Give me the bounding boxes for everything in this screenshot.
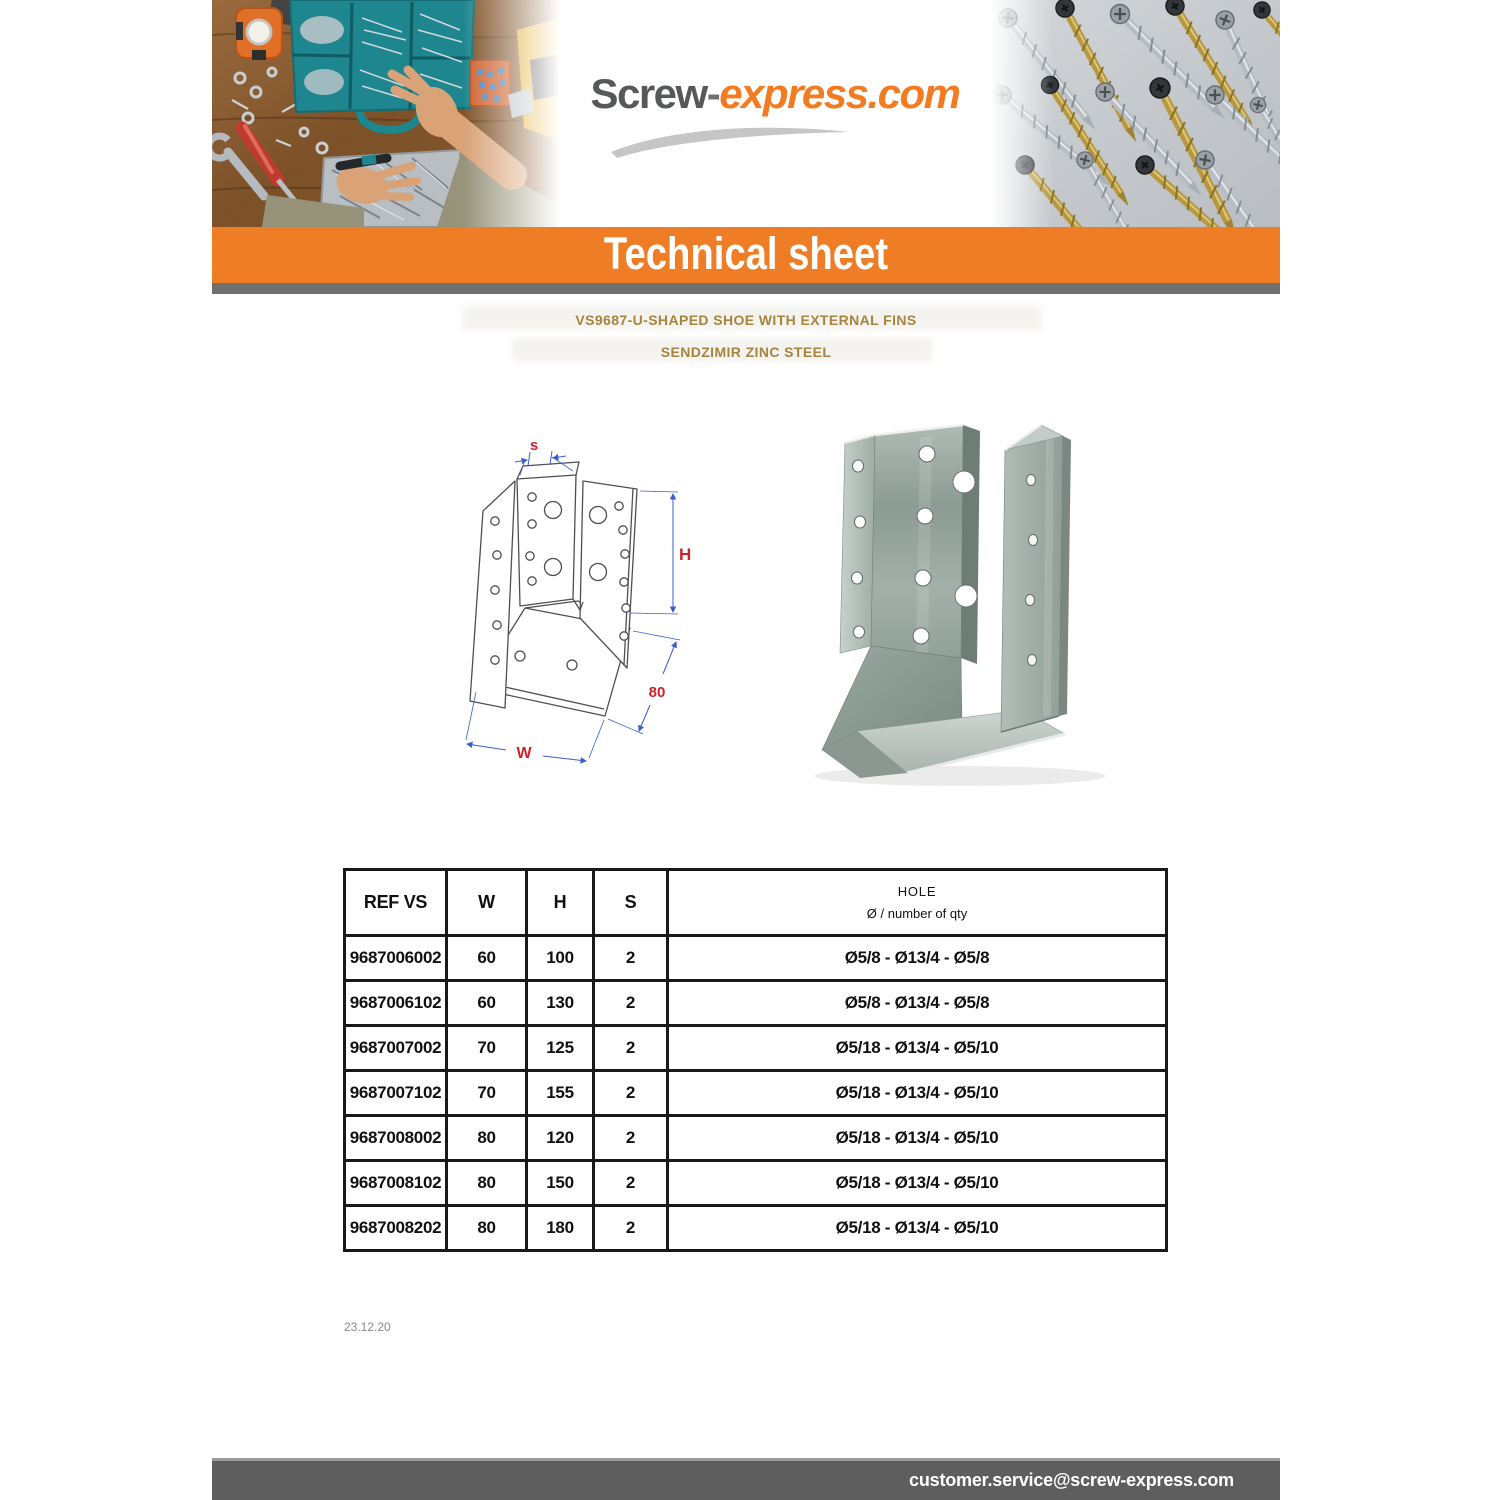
product-photo [800, 418, 1120, 793]
cell-ref: 9687008102 [345, 1161, 447, 1206]
cell-w: 60 [447, 936, 527, 981]
cell-ref: 9687008002 [345, 1116, 447, 1161]
cell-h: 120 [527, 1116, 594, 1161]
page-title: Technical sheet [603, 228, 889, 279]
table-row [345, 1026, 1167, 1071]
sheet-content [212, 0, 1280, 1500]
cell-s: 2 [594, 1071, 668, 1116]
col-header-s: S [594, 870, 668, 936]
technical-drawing [420, 413, 750, 778]
cell-hole: Ø5/18 - Ø13/4 - Ø5/10 [668, 1206, 1167, 1251]
cell-h: 125 [527, 1026, 594, 1071]
header-logo-area [560, 0, 990, 227]
table-row [345, 1116, 1167, 1161]
cell-w: 70 [447, 1026, 527, 1071]
cell-ref: 9687006002 [345, 936, 447, 981]
logo-text-orange: express.com [719, 69, 960, 117]
cell-w: 70 [447, 1071, 527, 1116]
cell-h: 155 [527, 1071, 594, 1116]
product-material: SENDZIMIR ZINC STEEL [660, 344, 832, 360]
cell-hole: Ø5/8 - Ø13/4 - Ø5/8 [668, 981, 1167, 1026]
screws-photo [990, 0, 1280, 227]
table-row [345, 936, 1167, 981]
cell-w: 80 [447, 1206, 527, 1251]
cell-s: 2 [594, 981, 668, 1026]
product-title: VS9687-U-SHAPED SHOE WITH EXTERNAL FINS [575, 312, 917, 328]
cell-hole: Ø5/18 - Ø13/4 - Ø5/10 [668, 1116, 1167, 1161]
logo-swoosh [605, 122, 855, 158]
table-row [345, 981, 1167, 1026]
table-row [345, 1206, 1167, 1251]
cell-ref: 9687008202 [345, 1206, 447, 1251]
date-label: 23.12.20 [344, 1320, 391, 1334]
col-header-hole-title: HOLE [897, 884, 937, 899]
cell-ref: 9687006102 [345, 981, 447, 1026]
cell-w: 60 [447, 981, 527, 1026]
brand-logo [590, 70, 959, 118]
logo-text-dark: Screw [590, 69, 707, 117]
cell-h: 130 [527, 981, 594, 1026]
spec-table [343, 868, 1168, 1252]
cell-h: 150 [527, 1161, 594, 1206]
dim-label-w: W [516, 745, 532, 762]
col-header-ref: REF VS [345, 870, 447, 936]
logo-text-dash: - [706, 69, 720, 117]
cell-ref: 9687007102 [345, 1071, 447, 1116]
col-header-hole [668, 870, 1167, 936]
table-row [345, 1071, 1167, 1116]
workbench-photo [212, 0, 560, 227]
screws-photo-art [990, 0, 1280, 227]
cell-hole: Ø5/18 - Ø13/4 - Ø5/10 [668, 1071, 1167, 1116]
cell-ref: 9687007002 [345, 1026, 447, 1071]
cell-hole: Ø5/18 - Ø13/4 - Ø5/10 [668, 1161, 1167, 1206]
dim-label-h: H [679, 545, 692, 564]
cell-w: 80 [447, 1161, 527, 1206]
cell-s: 2 [594, 1206, 668, 1251]
header [212, 0, 1280, 227]
cell-s: 2 [594, 1161, 668, 1206]
col-header-hole-sub: Ø / number of qty [866, 906, 968, 921]
title-banner [212, 227, 1280, 283]
cell-h: 180 [527, 1206, 594, 1251]
workbench-photo-art [212, 0, 560, 227]
dim-label-depth: 80 [648, 684, 666, 701]
cell-hole: Ø5/8 - Ø13/4 - Ø5/8 [668, 936, 1167, 981]
footer-bar [212, 1458, 1280, 1500]
dim-label-s: s [529, 437, 539, 454]
cell-h: 100 [527, 936, 594, 981]
cell-s: 2 [594, 936, 668, 981]
col-header-h: H [527, 870, 594, 936]
cell-s: 2 [594, 1116, 668, 1161]
table-row [345, 1161, 1167, 1206]
col-header-w: W [447, 870, 527, 936]
footer-email: customer.service@screw-express.com [909, 1470, 1234, 1490]
cell-hole: Ø5/18 - Ø13/4 - Ø5/10 [668, 1026, 1167, 1071]
cell-s: 2 [594, 1026, 668, 1071]
table-header-row [345, 870, 1167, 936]
divider-strip [212, 283, 1280, 294]
cell-w: 80 [447, 1116, 527, 1161]
